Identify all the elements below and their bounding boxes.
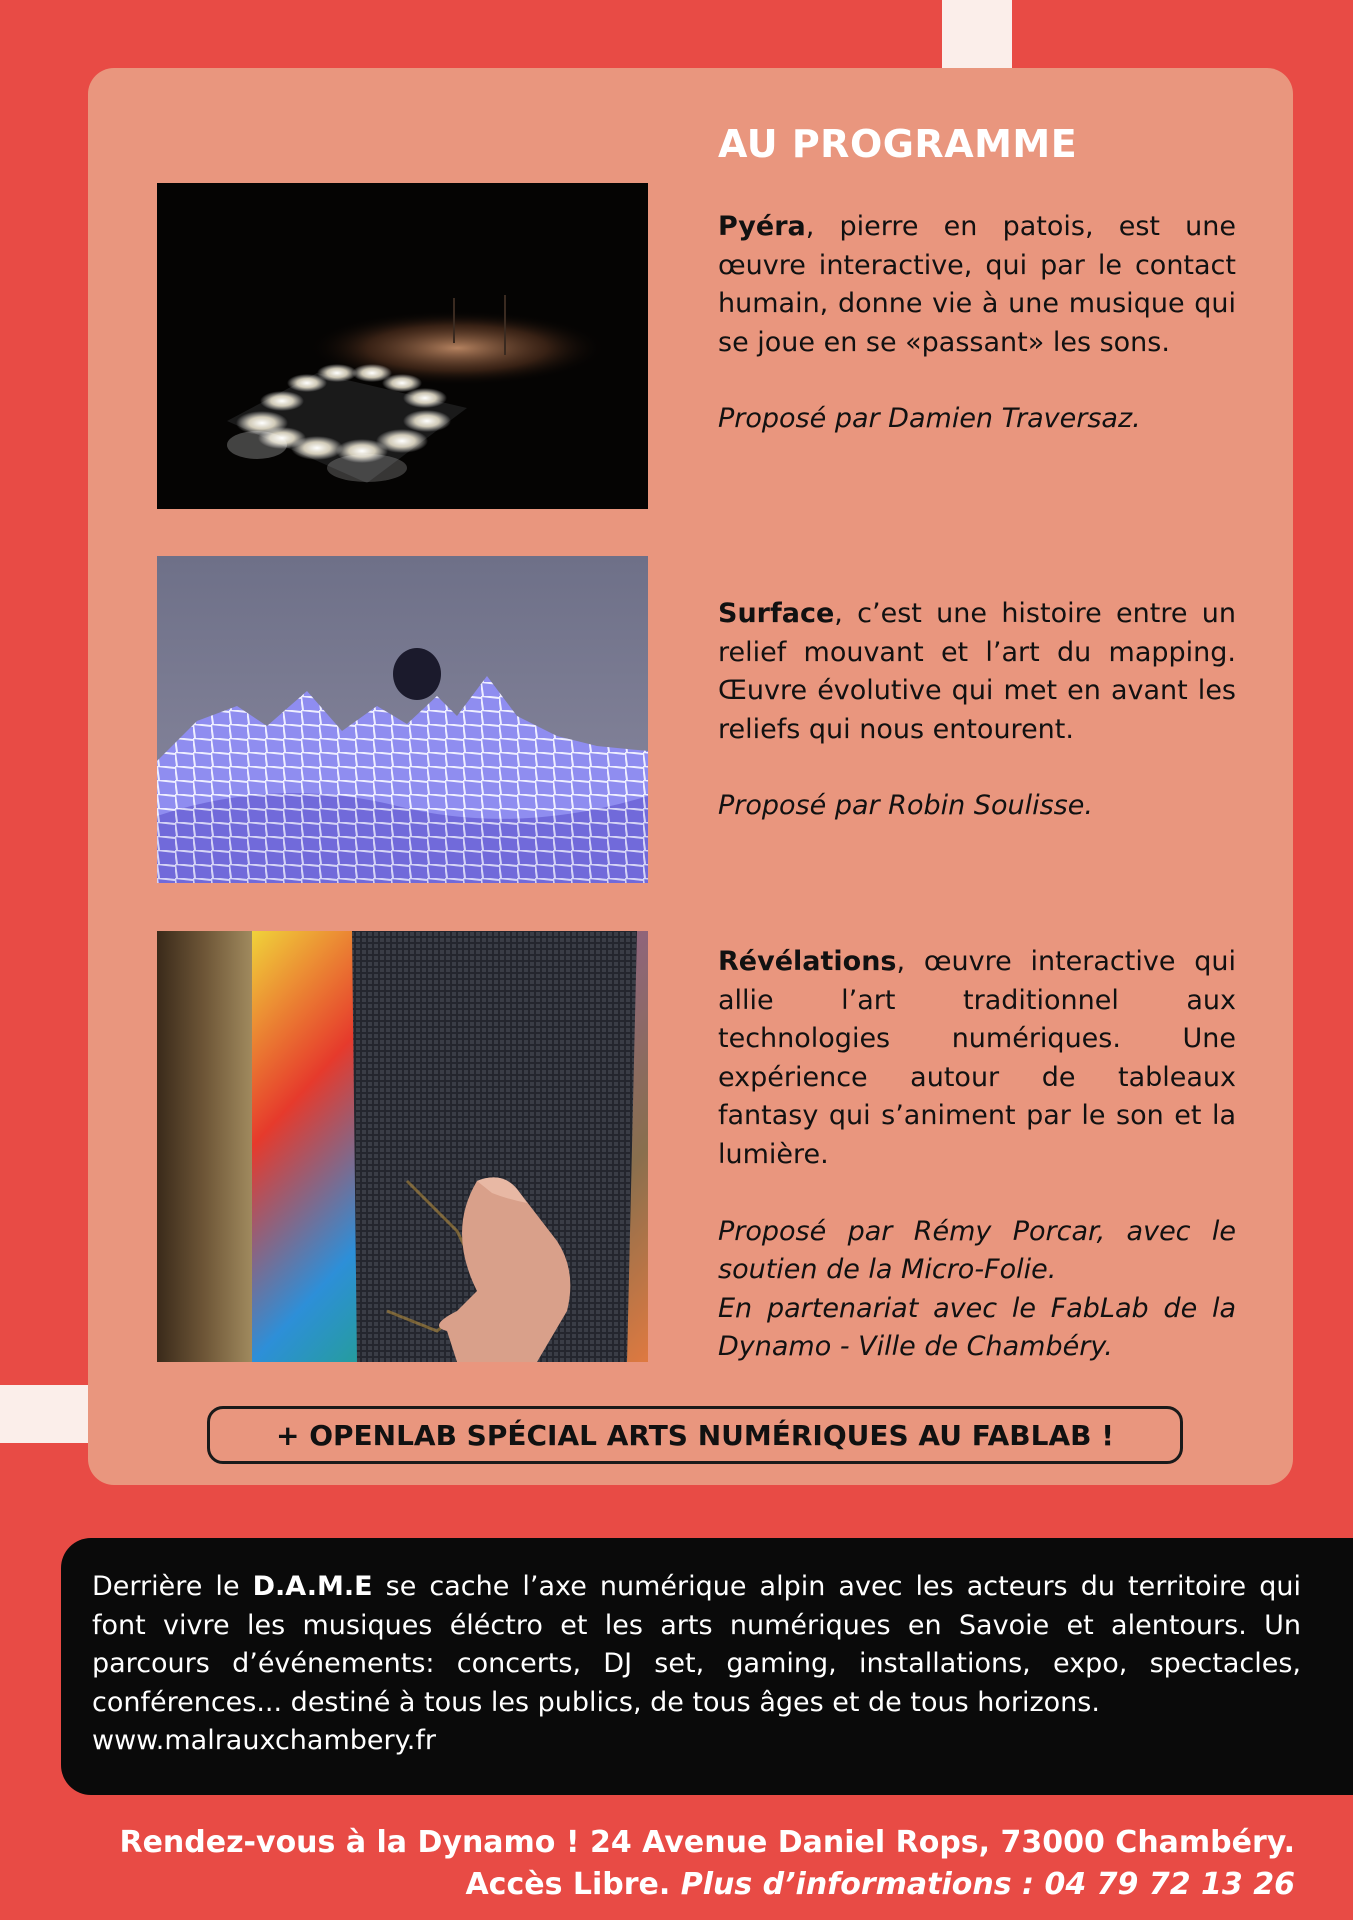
- surface-description: Surface, c’est une histoire entre un relief mouvant et l’art du mapping. Œuvre évolutive qui met en avant les reliefs qui nous entourent. Proposé par Robin Soulisse.: [718, 595, 1236, 826]
- program-heading: AU PROGRAMME: [718, 122, 1078, 166]
- dame-label: D.A.M.E: [252, 1571, 373, 1602]
- footer: [119, 1822, 1295, 1906]
- info-box: Derrière le D.A.M.E se cache l’axe numérique alpin avec les acteurs du territoire qui font vivre les musiques éléctro et les arts numériques en Savoie et alentours. Un parcours d’événements: concerts, DJ set, gaming, installations, expo, spectacles, conférences... destiné à tous les publics, de tous âges et de tous horizons. www.malrauxchambery.fr: [61, 1538, 1353, 1795]
- openlab-banner: + OPENLAB SPÉCIAL ARTS NUMÉRIQUES AU FABLAB !: [207, 1406, 1183, 1464]
- decorative-tab-left: [0, 1385, 90, 1443]
- pyera-photo: [157, 183, 648, 509]
- revelations-description: Révélations, œuvre interactive qui allie l’art traditionnel aux technologies numériques. Une expérience autour de tableaux fantasy qui s’animent par le son et la lumière. Proposé par Rémy Porcar, avec le soutien de la Micro-Folie. En partenariat avec le FabLab de la Dynamo - Ville de Chambéry.: [718, 943, 1236, 1367]
- pyera-description: Pyéra, pierre en patois, est une œuvre interactive, qui par le contact humain, donne vie à une musique qui se joue en se «passant» les sons. Proposé par Damien Traversaz.: [718, 208, 1236, 439]
- footer-phone: Plus d’informations : 04 79 72 13 26: [680, 1867, 1295, 1902]
- website-link[interactable]: www.malrauxchambery.fr: [92, 1725, 436, 1756]
- footer-contact: Accès Libre. Plus d’informations : 04 79 72 13 26: [465, 1867, 1295, 1902]
- surface-title: Surface: [718, 598, 835, 629]
- pyera-credit: Proposé par Damien Traversaz.: [718, 403, 1141, 435]
- revelations-title: Révélations: [718, 946, 897, 977]
- revelations-photo: [157, 931, 648, 1362]
- revelations-credit: Proposé par Rémy Porcar, avec le soutien de la Micro-Folie. En partenariat avec le FabLab de la Dynamo - Ville de Chambéry.: [718, 1215, 1236, 1363]
- pyera-title: Pyéra: [718, 211, 806, 242]
- decorative-tab-top: [942, 0, 1012, 68]
- surface-photo: [157, 556, 648, 883]
- surface-credit: Proposé par Robin Soulisse.: [718, 790, 1093, 822]
- footer-address: Rendez-vous à la Dynamo ! 24 Avenue Daniel Rops, 73000 Chambéry.: [119, 1825, 1295, 1860]
- revelations-partnership: En partenariat avec le FabLab de la Dynamo - Ville de Chambéry.: [718, 1292, 1236, 1363]
